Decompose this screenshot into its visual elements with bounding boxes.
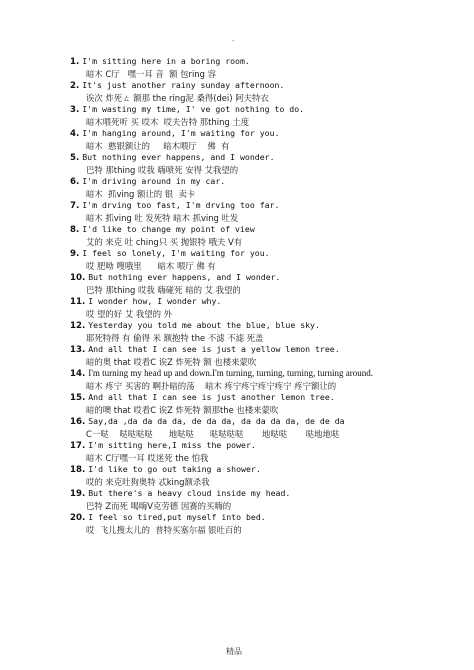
pronunciation-line: 暗木喂死听 买 哎木 哎夫告特 那thing 土度 <box>86 117 250 127</box>
line-number: 16. <box>70 417 86 427</box>
list-item <box>70 56 420 80</box>
list-item <box>70 200 420 224</box>
english-line: I'm turning my head up and down.I'm turning, turning, turning, turning around. <box>88 368 373 378</box>
english-line: And all that I can see is just another lemon tree. <box>88 392 335 402</box>
english-line: I'd like to go out taking a shower. <box>88 464 261 474</box>
list-item <box>70 104 420 128</box>
pronunciation-line: 巴特 那thing 哎我 嗨喷死 安得 艾我望的 <box>86 165 239 175</box>
pronunciation-line: 哎 飞儿搜太儿的 普特买塞尔福 银吐百的 <box>86 525 242 535</box>
english-line: I'm sitting here,I miss the power. <box>88 440 256 450</box>
pronunciation-line: 哎 望的好 艾 我望的 外 <box>86 309 173 319</box>
line-number: 14. <box>70 369 86 379</box>
english-line: But nothing ever happens, and I wonder. <box>82 152 275 162</box>
line-number: 9. <box>70 249 80 259</box>
list-item <box>70 464 420 488</box>
line-number: 11. <box>70 297 86 307</box>
list-item <box>70 368 420 392</box>
english-line: I feel so tired,put myself into bed. <box>88 512 266 522</box>
english-line: I'd like to change my point of view <box>82 224 255 234</box>
line-number: 8. <box>70 225 80 235</box>
line-number: 3. <box>70 105 80 115</box>
english-line: But nothing ever happens, and I wonder. <box>88 272 281 282</box>
list-item <box>70 440 420 464</box>
english-line: I'm driving around in my car. <box>82 176 226 186</box>
english-line: I feel so lonely, I'm waiting for you. <box>82 248 270 258</box>
pronunciation-line: 暗木 抓ving 额让的 银 卖卡 <box>86 189 196 199</box>
list-item <box>70 392 420 416</box>
list-item <box>70 128 420 152</box>
line-number: 6. <box>70 177 80 187</box>
list-item <box>70 488 420 512</box>
list-item <box>70 224 420 248</box>
line-number: 2. <box>70 81 80 91</box>
line-number: 13. <box>70 345 86 355</box>
top-mark: - <box>232 37 235 45</box>
list-item <box>70 272 420 296</box>
english-line: I wonder how, I wonder why. <box>88 296 222 306</box>
english-line: I'm hanging around, I'm waiting for you. <box>82 128 280 138</box>
pronunciation-line: 诶次 炸死ㄊ 额那 the ring泥 桑得(dei) 阿夫特衣 <box>86 93 269 103</box>
list-item <box>70 344 420 368</box>
pronunciation-line: 暗木 C厅 嘿一耳 音 额 包ring 容 <box>86 69 216 79</box>
list-item <box>70 176 420 200</box>
pronunciation-line: C一哒 哒哒哒哒 地哒哒 哒哒哒哒 地哒哒 哒地地哒 <box>86 429 340 439</box>
english-line: And all that I can see is just a yellow lemon tree. <box>88 344 340 354</box>
footer-label: 精品 <box>226 647 242 656</box>
line-number: 1. <box>70 57 80 67</box>
lyrics-list <box>70 56 420 536</box>
line-number: 12. <box>70 321 86 331</box>
english-line: Yesterday you told me about the blue, blue sky. <box>88 320 320 330</box>
english-line: I'm drving too fast, I'm drving too far. <box>82 200 280 210</box>
pronunciation-line: 暗的奥 that 哎看C 诶Z 炸死特 额 也楼来蒙吹 <box>86 357 257 367</box>
english-line: I'm wasting my time, I' ve got nothing to do. <box>82 104 305 114</box>
pronunciation-line: 暗木 抓ving 吐 发死特 暗木 抓ving 吐发 <box>86 213 239 223</box>
list-item <box>70 296 420 320</box>
pronunciation-line: 哎 肥呦 嗖哦里 暗木 喂厅 佛 有 <box>86 261 216 271</box>
line-number: 18. <box>70 465 86 475</box>
line-number: 19. <box>70 489 86 499</box>
list-item <box>70 152 420 176</box>
pronunciation-line: 暗木 C厅嘿一耳 哎迷死 the 怕我 <box>86 453 209 463</box>
list-item <box>70 512 420 536</box>
pronunciation-line: 暗木 疼宁 买害的 啊扑暗的荡 暗木 疼宁疼宁疼宁疼宁 疼宁额让的 <box>86 381 337 391</box>
pronunciation-line: 巴特 Z而死 喝嗨V克劳德 因赛的买嗨的 <box>86 501 232 511</box>
line-number: 20. <box>70 513 86 523</box>
pronunciation-line: 哎的 来克吐狗奥特 忒king额杀我 <box>86 477 210 487</box>
english-line: Say,da ,da da da da, de da da, da da da da, de de da <box>88 416 345 426</box>
list-item <box>70 416 420 440</box>
english-line: It's just another rainy sunday afternoon. <box>82 80 285 90</box>
line-number: 17. <box>70 441 86 451</box>
english-line: But there's a heavy cloud inside my head. <box>88 488 291 498</box>
pronunciation-line: 巴特 那thing 哎我 嗨碰死 暗的 艾 我望的 <box>86 285 241 295</box>
list-item <box>70 320 420 344</box>
pronunciation-line: 艾的 来克 吐 ching只 买 抛银特 哦夫 V有 <box>86 237 243 247</box>
line-number: 10. <box>70 273 86 283</box>
line-number: 7. <box>70 201 80 211</box>
english-line: I'm sitting here in a boring room. <box>82 56 250 66</box>
line-number: 15. <box>70 393 86 403</box>
pronunciation-line: 暗的噢 that 哎看C 诶Z 炸死特 额那the 也楼来蒙吹 <box>86 405 279 415</box>
list-item <box>70 248 420 272</box>
line-number: 5. <box>70 153 80 163</box>
list-item <box>70 80 420 104</box>
line-number: 4. <box>70 129 80 139</box>
pronunciation-line: 耶死特得 有 偷得 米 额抱特 the 不滤 不滤 死盖 <box>86 333 264 343</box>
pronunciation-line: 暗木 憨银额让的 暗木喂厅 佛 有 <box>86 141 230 151</box>
